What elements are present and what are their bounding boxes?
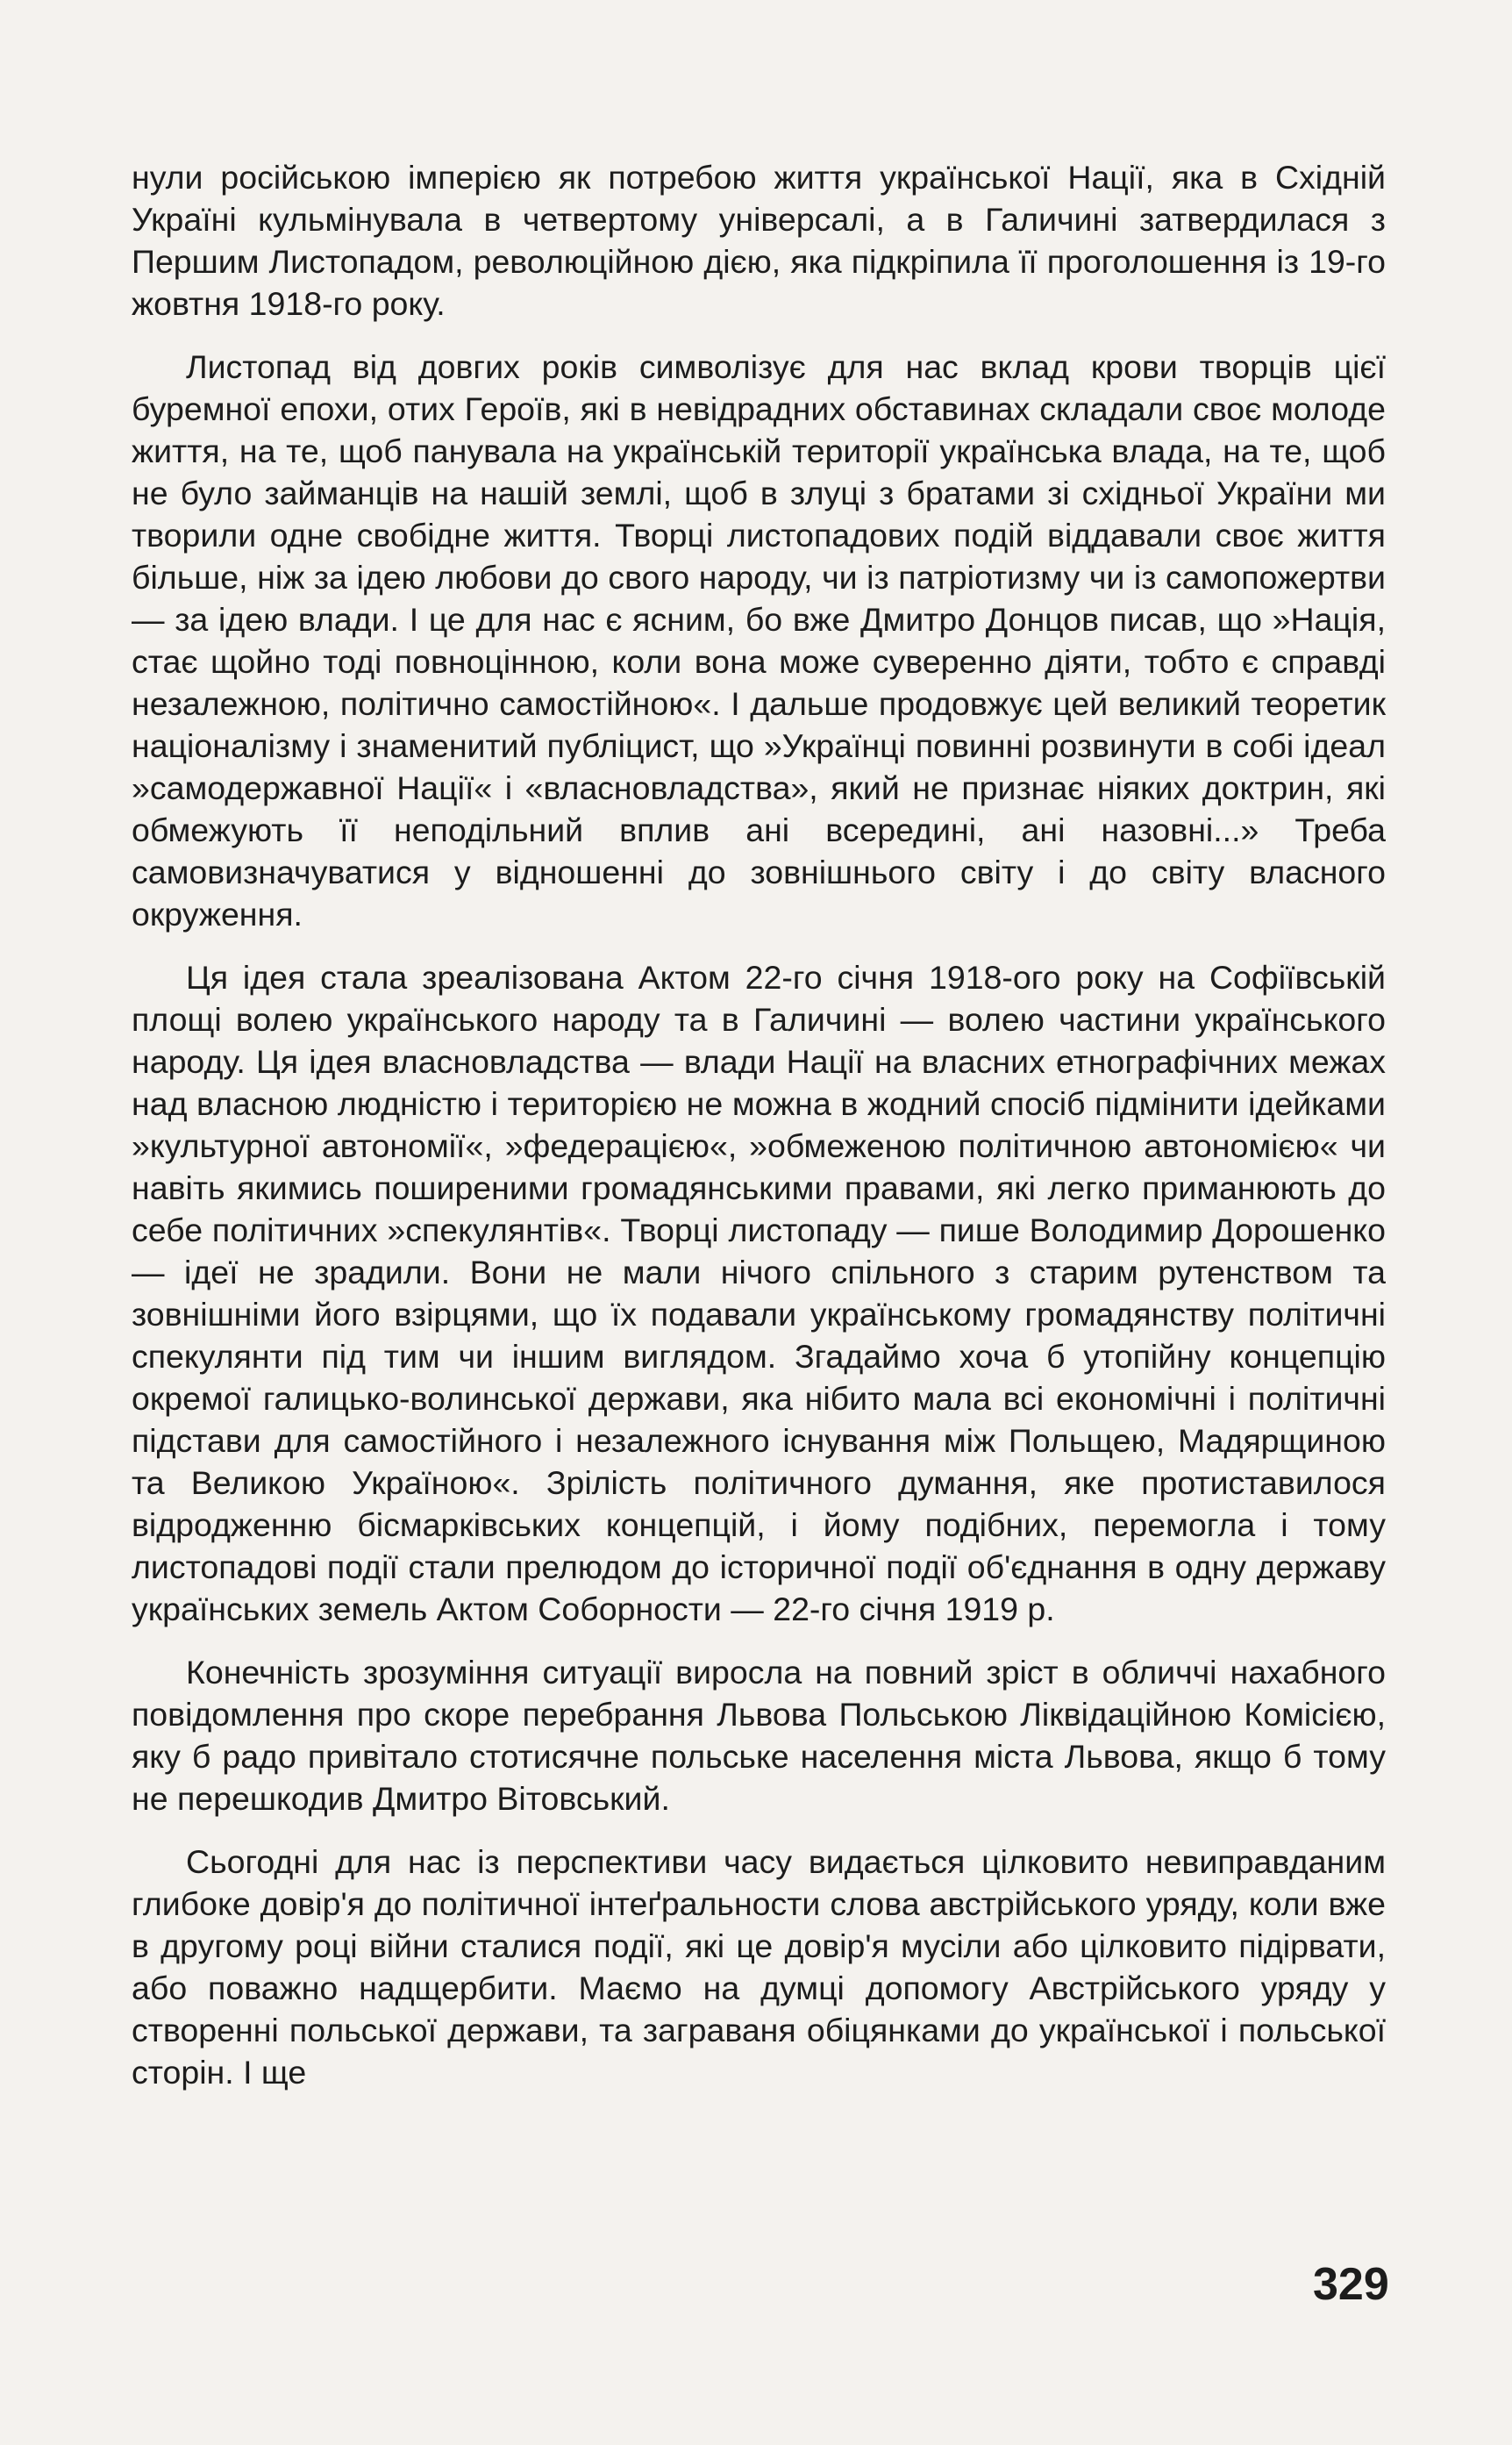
paragraph-4: Конечність зрозуміння ситуації виросла на повний зріст в обличчі нахабного повідомлення про скоре перебрання Львова Польською Ліквідаційною Комісією, яку б радо привітало стотисячне польське населення міста Львова, якщо б тому не перешкодив Дмитро Вітовський. — [132, 1654, 1386, 1817]
paragraph-3: Ця ідея стала зреалізована Актом 22-го січня 1918-ого року на Софіївській площі волею українського народу та в Галичині — волею частини українського народу. Ця ідея власновладства — влади Нації на власних етнографічних межах над власною людністю і територією не можна в жодний спосіб підмінити ідейками »культурної автономії«, »федерацією«, »обмеженою політичною автономією« чи навіть якимись поширеними громадянськими правами, які легко приманюють до себе політичних »спекулянтів«. Творці листопаду — пише Володимир Дорошенко — ідеї не зрадили. Вони не мали нічого спільного з старим рутенством та зовнішніми його взірцями, що їх подавали українському громадянству політичні спекулянти під тим чи іншим виглядом. Згадаймо хоча б утопійну концепцію окремої галицько-волинської держави, яка нібито мала всі економічні і політичні підстави для самостійного і незалежного існування між Польщею, Мадярщиною та Великою Україною«. Зрілість політичного думання, яке протиставилося відродженню бісмарківських концепцій, і йому подібних, перемогла і тому листопадові події стали прелюдом до історичної події об'єднання в одну державу українських земель Актом Соборности — 22-го січня 1919 р. — [132, 959, 1386, 1627]
page-number: 329 — [1313, 2259, 1389, 2310]
paragraph-5: Сьогодні для нас із перспективи часу видається цілковито невиправданим глибоке довір'я до політичної інтеґральности слова австрійського уряду, коли вже в другому році війни сталися події, які це довір'я мусіли або цілковито підірвати, або поважно надщербити. Маємо на думці допомогу Австрійського уряду у створенні польської держави, та заграваня обіцянками до української і польської сторін. І ще — [132, 1843, 1386, 2091]
body-text — [132, 156, 1386, 2093]
paragraph-2: Листопад від довгих років символізує для нас вклад крови творців цієї буремної епохи, отих Героїв, які в невідрадних обставинах складали своє молоде життя, на те, щоб панувала на українській території українська влада, на те, щоб не було займанців на нашій землі, щоб в злуці з братами зі східньої України ми творили одне свобідне життя. Творці листопадових подій віддавали своє життя більше, ніж за ідею любови до свого народу, чи із патріотизму чи із самопожертви — за ідею влади. І це для нас є ясним, бо вже Дмитро Донцов писав, що »Нація, стає щойно тоді повноцінною, коли вона може суверенно діяти, тобто є справді незалежною, політично самостійною«. І дальше продовжує цей великий теоретик націоналізму і знаменитий публіцист, що »Українці повинні розвинути в собі ідеал »самодержавної Нації« і «власновладства», який не признає ніяких доктрин, які обмежують її неподільний вплив ані всередині, ані назовні...» Треба самовизначуватися у відношенні до зовнішнього світу і до світу власного окруження. — [132, 348, 1386, 933]
paragraph-1: нули російською імперією як потребою життя української Нації, яка в Східній Україні кульмінувала в четвертому універсалі, а в Галичині затвердилася з Першим Листопадом, революційною дією, яка підкріпила її проголошення із 19-го жовтня 1918-го року. — [132, 159, 1386, 322]
